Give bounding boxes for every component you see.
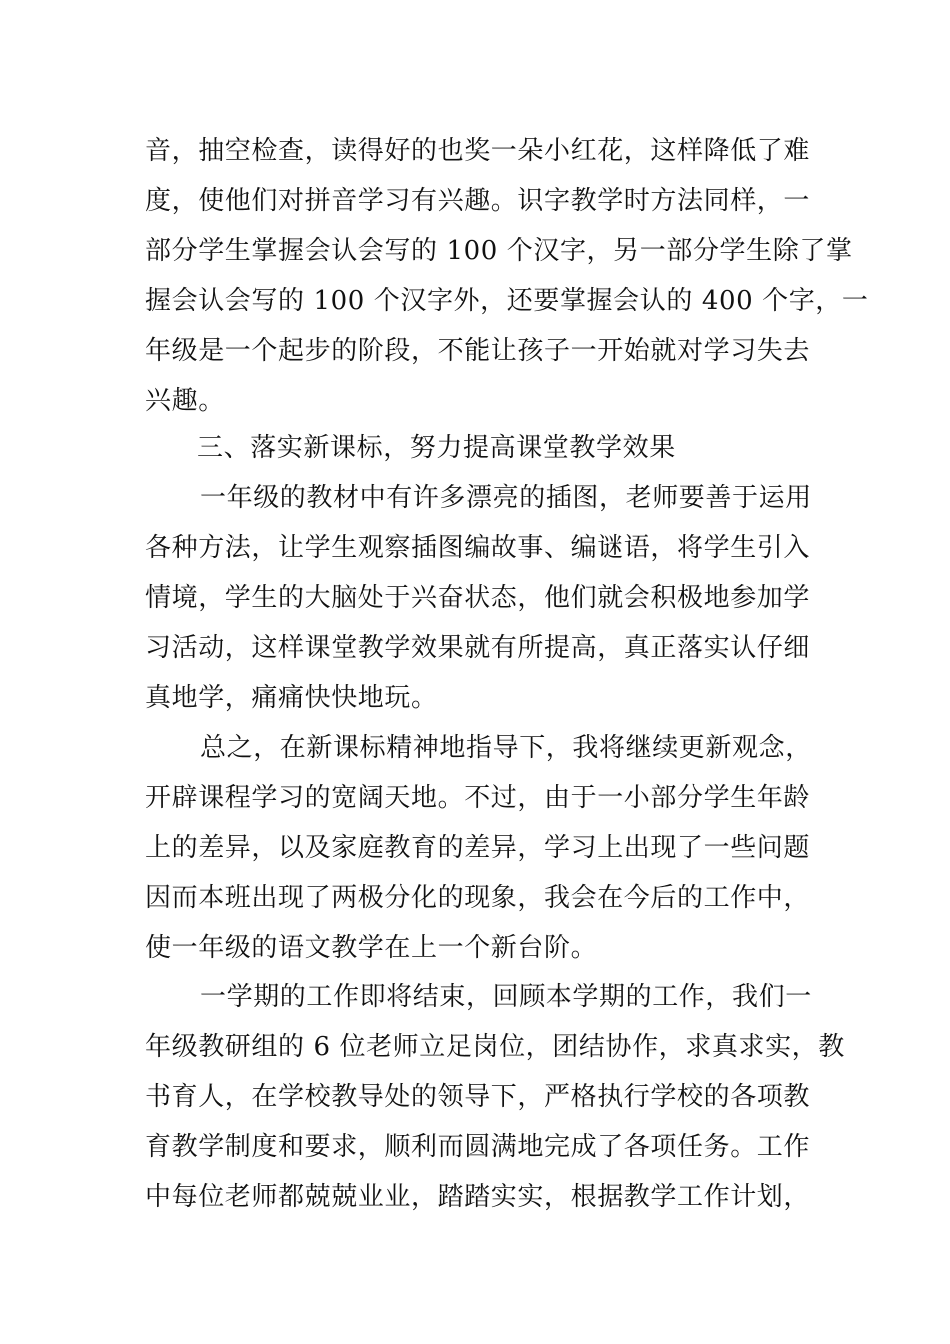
paragraph-line: 度，使他们对拼音学习有兴趣。识字教学时方法同样，一 xyxy=(145,186,811,216)
paragraph-line: 总之，在新课标精神地指导下，我将继续更新观念， xyxy=(200,733,812,763)
paragraph-line: 一学期的工作即将结束，回顾本学期的工作，我们一 xyxy=(200,982,812,1012)
paragraph-line: 育教学制度和要求，顺利而圆满地完成了各项任务。工作 xyxy=(145,1132,811,1162)
paragraph-line: 音，抽空检查，读得好的也奖一朵小红花，这样降低了难 xyxy=(145,136,811,166)
paragraph-line: 中每位老师都兢兢业业，踏踏实实，根据教学工作计划， xyxy=(145,1182,811,1212)
paragraph-line: 上的差异，以及家庭教育的差异，学习上出现了一些问题 xyxy=(145,833,811,863)
paragraph-line: 部分学生掌握会认会写的 100 个汉字，另一部分学生除了掌 xyxy=(145,236,853,266)
paragraph-line: 一年级的教材中有许多漂亮的插图，老师要善于运用 xyxy=(200,483,812,513)
paragraph-line: 开辟课程学习的宽阔天地。不过，由于一小部分学生年龄 xyxy=(145,783,811,813)
paragraph-line: 年级教研组的 6 位老师立足岗位，团结协作，求真求实，教 xyxy=(145,1032,845,1062)
paragraph-line: 握会认会写的 100 个汉字外，还要掌握会认的 400 个字，一 xyxy=(145,286,869,316)
section-heading: 三、落实新课标，努力提高课堂教学效果 xyxy=(197,433,676,463)
paragraph-line: 使一年级的语文教学在上一个新台阶。 xyxy=(145,933,598,963)
paragraph-line: 书育人，在学校教导处的领导下，严格执行学校的各项教 xyxy=(145,1082,811,1112)
paragraph-line: 各种方法，让学生观察插图编故事、编谜语，将学生引入 xyxy=(145,533,811,563)
paragraph-line: 真地学，痛痛快快地玩。 xyxy=(145,683,438,713)
paragraph-line: 年级是一个起步的阶段，不能让孩子一开始就对学习失去 xyxy=(145,336,811,366)
paragraph-line: 兴趣。 xyxy=(145,386,225,416)
paragraph-line: 情境，学生的大脑处于兴奋状态，他们就会积极地参加学 xyxy=(145,583,811,613)
paragraph-line: 因而本班出现了两极分化的现象，我会在今后的工作中， xyxy=(145,883,811,913)
paragraph-line: 习活动，这样课堂教学效果就有所提高，真正落实认仔细 xyxy=(145,633,811,663)
